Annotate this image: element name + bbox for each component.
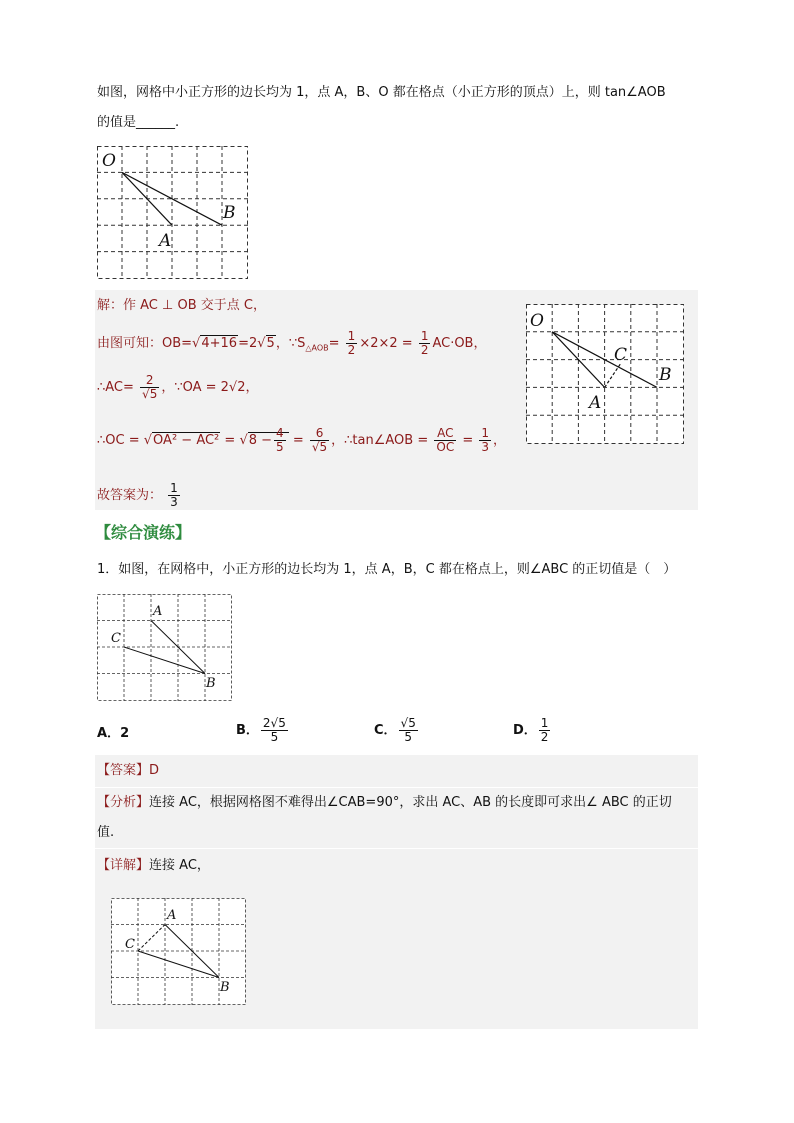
detail-line — [97, 857, 210, 875]
frac-answer: $\frac{1}{3}$ — [170, 481, 178, 509]
label-B-4: B — [220, 980, 230, 995]
frac-ac-oc: $\frac{AC}{OC}$ — [436, 426, 455, 454]
sol2-a: 由图可知：OB= — [97, 336, 193, 351]
answer-label: 故答案为： — [97, 488, 163, 503]
option-b[interactable] — [236, 717, 290, 744]
segment-CB-3 — [124, 647, 205, 674]
sol4-c: = — [224, 433, 236, 448]
sol4-f: ，∴tan∠AOB = — [331, 433, 429, 448]
sol4-e: = — [292, 433, 304, 448]
label-A-3: A — [153, 604, 163, 619]
frac-oc: $\frac{6}{√5}$ — [311, 426, 328, 454]
option-c-frac: $\frac{√5}{5}$ — [400, 716, 416, 744]
figure-2-grid — [526, 304, 684, 444]
sol4-g: = — [462, 433, 474, 448]
analysis-line-1 — [97, 794, 672, 812]
answer-value: D — [149, 763, 160, 778]
option-b-frac: $\frac{2√5}{5}$ — [262, 716, 286, 744]
frac-ac: $\frac{2}{√5}$ — [142, 373, 158, 401]
sol3-b: ，∵OA = 2√2， — [161, 380, 259, 395]
label-B: B — [223, 203, 236, 223]
label-C-4: C — [125, 937, 135, 952]
detail-text: 连接 AC， — [149, 858, 210, 873]
figure-3-grid — [97, 594, 233, 702]
option-b-label: B． — [236, 723, 259, 738]
sol2-d: 5 — [266, 336, 275, 351]
sol4-h: ， — [493, 433, 507, 448]
sol2-g: ×2×2 = — [359, 336, 413, 351]
label-A-4: A — [167, 908, 177, 923]
label-O: O — [102, 151, 116, 171]
label-C-2: C — [614, 345, 628, 365]
q1-stem: 1．如图，在网格中，小正方形的边长均为 1，点 A，B，C 都在格点上，则∠ABC 的正切值是（ ） — [97, 562, 677, 577]
frac-half-2: $\frac{1}{2}$ — [420, 329, 429, 357]
answer-block — [95, 755, 698, 787]
sol3-a: ∴AC= — [97, 380, 134, 395]
option-d-label: D． — [513, 723, 537, 738]
figure-1-grid — [97, 146, 249, 280]
section-title: 【综合演练】 — [95, 523, 192, 542]
solution-line-2: 由图可知：OB=√4+16=2√5，$\because S_{\triangle AOB}=$ $\frac{1}{2}$ ×2×2 = $\frac{1}{2}$ AC·OB， — [97, 329, 487, 357]
solution-line-4: ∴OC = √OA² − AC² = √8 − $\frac{4}{5}$ = $\frac{6}{√5}$ ，∴tan∠AOB = $\frac{AC}{OC}$ = $\frac{1}{3}$ ， — [97, 426, 507, 454]
figure-4-grid — [111, 898, 247, 1006]
label-A-2: A — [589, 393, 602, 413]
sol2-b: 4+16 — [201, 336, 238, 351]
label-B-3: B — [206, 676, 216, 691]
frac-half-1: $\frac{1}{2}$ — [347, 329, 356, 357]
analysis-text-1: 连接 AC，根据网格图不难得出∠CAB=90°，求出 AC、AB 的长度即可求出∠ ABC 的正切 — [149, 795, 672, 810]
sol4-b: OA² − AC² — [153, 433, 220, 448]
option-a-label: A． — [97, 726, 121, 741]
option-d-frac: $\frac{1}{2}$ — [540, 716, 549, 744]
answer-row — [97, 762, 159, 780]
option-c-label: C． — [374, 723, 397, 738]
sol2-f: = — [328, 336, 340, 351]
detail-tag: 【详解】 — [97, 858, 150, 873]
sol2-sub: △AOB — [305, 343, 329, 353]
sol2-c: =2 — [238, 336, 258, 351]
analysis-tag: 【分析】 — [97, 795, 150, 810]
problem-line-2: 的值是______. — [97, 115, 180, 130]
label-C-3: C — [111, 631, 121, 646]
sol2-e: ，∵S — [275, 336, 306, 351]
answer-tag: 【答案】 — [97, 763, 150, 778]
solution-line-1: 解：作 AC ⊥ OB 交于点 C， — [97, 298, 266, 313]
sol4-a: ∴OC = — [97, 433, 140, 448]
label-A: A — [159, 231, 172, 251]
answer-line — [97, 482, 182, 509]
option-a[interactable] — [97, 725, 129, 743]
option-c[interactable] — [374, 717, 420, 744]
label-O-2: O — [530, 311, 544, 331]
label-B-2: B — [659, 365, 672, 385]
analysis-line-2: 值. — [97, 825, 115, 840]
option-a-value: 2 — [120, 726, 130, 741]
frac-result: $\frac{1}{3}$ — [481, 426, 490, 454]
option-d[interactable] — [513, 717, 552, 744]
problem-line-1: 如图，网格中小正方形的边长均为 1，点 A，B、O 都在格点（小正方形的顶点）上，则 tan∠AOB — [97, 85, 666, 100]
solution-line-3 — [97, 374, 258, 401]
sol2-h: AC·OB， — [432, 336, 487, 351]
sol4-sqrt-group: 8 − $\frac{4}{5}$ — [248, 432, 289, 448]
